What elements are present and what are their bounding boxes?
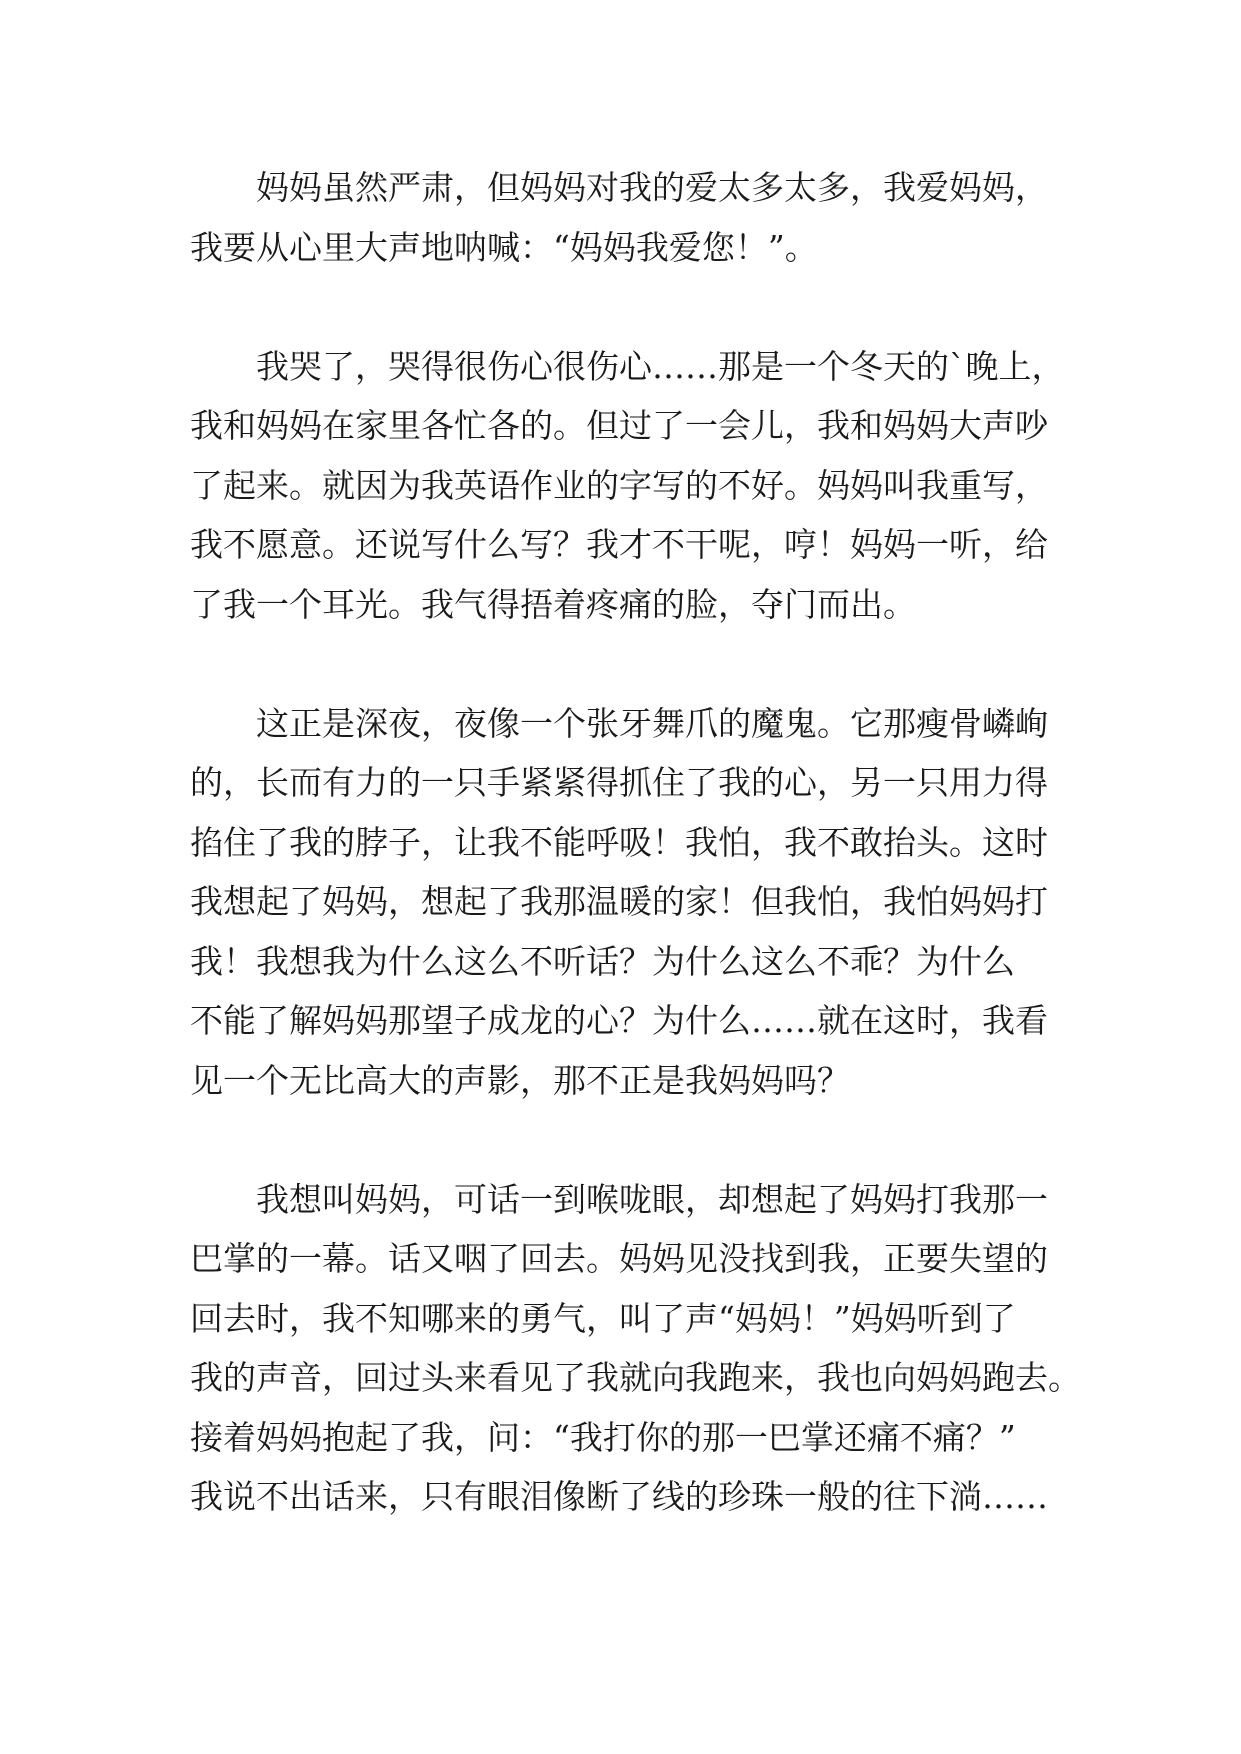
- text-line: 见一个无比高大的声影，那不正是我妈妈吗？: [190, 1060, 850, 1100]
- text-line: 回去时，我不知哪来的勇气，叫了声“妈妈！”妈妈听到了: [190, 1298, 1016, 1338]
- text-line: 这正是深夜，夜像一个张牙舞爪的魔鬼。它那瘦骨嶙峋: [256, 703, 1048, 743]
- text-line: 我说不出话来，只有眼泪像断了线的珍珠一般的往下淌……: [190, 1477, 1048, 1516]
- paragraph-2: [190, 337, 1070, 635]
- text-line: 的，长而有力的一只手紧紧得抓住了我的心，另一只用力得: [190, 763, 1048, 802]
- essay-body: [190, 158, 1081, 1586]
- text-line: 掐住了我的脖子，让我不能呼吸！我怕，我不敢抬头。这时: [190, 822, 1048, 862]
- text-line: 接着妈妈抱起了我，问：“我打你的那一巴掌还痛不痛？”: [190, 1417, 1016, 1457]
- text-line: 我要从心里大声地呐喊：“妈妈我爱您！”。: [190, 227, 818, 267]
- text-line: 巴掌的一幕。话又咽了回去。妈妈见没找到我，正要失望的: [190, 1239, 1048, 1278]
- text-line: 我哭了，哭得很伤心很伤心……那是一个冬天的`晚上，: [256, 346, 1065, 386]
- text-line: 我和妈妈在家里各忙各的。但过了一会儿，我和妈妈大声吵: [190, 406, 1048, 445]
- text-line: 妈妈虽然严肃，但妈妈对我的爱太多太多，我爱妈妈，: [256, 168, 1048, 207]
- text-line: 我！我想我为什么这么不听话？为什么这么不乖？为什么: [190, 941, 1015, 981]
- text-line: 我的声音，回过头来看见了我就向我跑来，我也向妈妈跑去。: [190, 1358, 1081, 1397]
- text-line: 我想叫妈妈，可话一到喉咙眼，却想起了妈妈打我那一: [256, 1179, 1048, 1219]
- text-line: 了起来。就因为我英语作业的字写的不好。妈妈叫我重写，: [190, 465, 1048, 505]
- paragraph-4: [190, 1170, 1081, 1527]
- text-line: 我不愿意。还说写什么写？我才不干呢，哼！妈妈一听，给: [190, 525, 1048, 564]
- paragraph-1: [190, 158, 1070, 277]
- paragraph-3: [190, 694, 1070, 1111]
- text-line: 不能了解妈妈那望子成龙的心？为什么……就在这时，我看: [190, 1001, 1048, 1040]
- text-line: 了我一个耳光。我气得捂着疼痛的脸，夺门而出。: [190, 584, 916, 624]
- text-line: 我想起了妈妈，想起了我那温暖的家！但我怕，我怕妈妈打: [190, 882, 1048, 921]
